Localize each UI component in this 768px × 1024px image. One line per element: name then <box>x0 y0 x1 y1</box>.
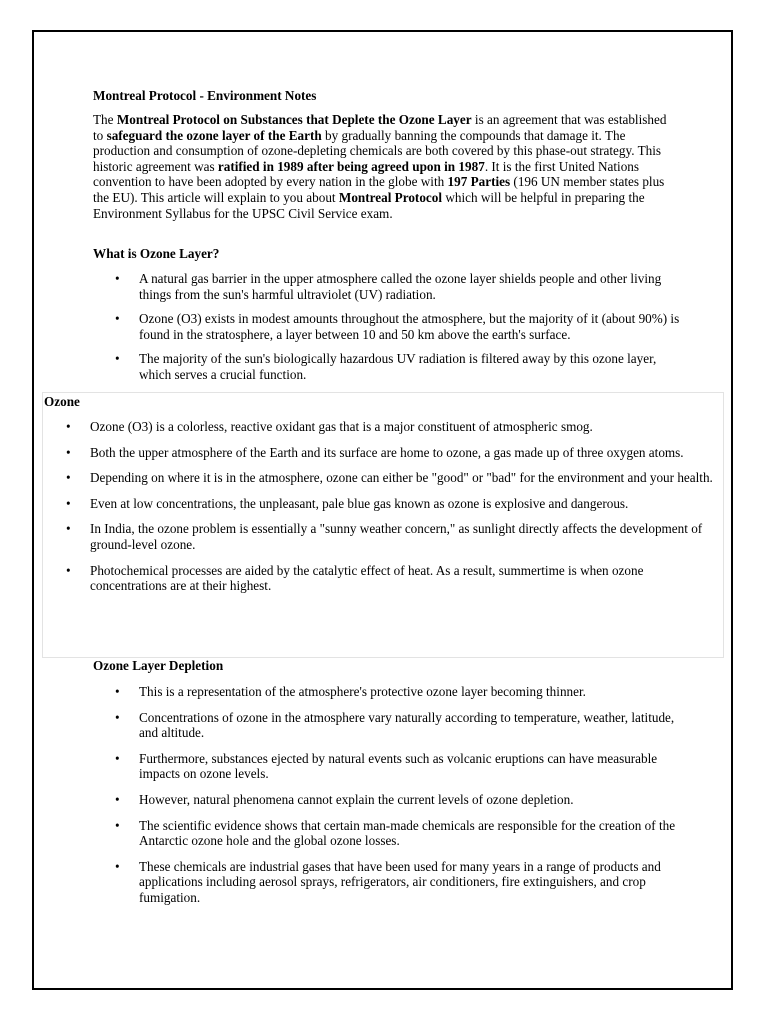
list-item: • Ozone (O3) exists in modest amounts throughout the atmosphere, but the majority of it (about 90%) is found in the stratosphere, a layer between 10 and 50 km above the earth's surface. <box>139 311 689 342</box>
intro-bold-1: Montreal Protocol on Substances that Deplete the Ozone Layer <box>116 112 472 127</box>
list-item: • These chemicals are industrial gases that have been used for many years in a range of products and applications including aerosol sprays, refrigerators, air conditioners, fire extinguishers, and crop fumigation. <box>139 859 679 906</box>
list-item: • Ozone (O3) is a colorless, reactive oxidant gas that is a major constituent of atmospheric smog. <box>90 419 722 435</box>
list-item: • Concentrations of ozone in the atmosphere vary naturally according to temperature, weather, latitude, and altitude. <box>139 710 679 741</box>
intro-text-4: . It is the first United Nations convention to have been adopted by every nation in the globe with <box>93 158 640 190</box>
intro-paragraph <box>93 112 678 221</box>
list-item: • In India, the ozone problem is essentially a "sunny weather concern," as sunlight directly affects the development of ground-level ozone. <box>90 521 722 552</box>
intro-text-5: (196 UN member states plus the EU). This article will explain to you about <box>93 174 665 205</box>
list-item: • This is a representation of the atmosphere's protective ozone layer becoming thinner. <box>139 684 679 700</box>
intro-bold-4: 197 Parties <box>447 174 511 190</box>
intro-bold-5: Montreal Protocol <box>338 189 443 205</box>
ozone-layer-list <box>139 271 689 383</box>
list-item: • The scientific evidence shows that certain man-made chemicals are responsible for the creation of the Antarctic ozone hole and the global ozone losses. <box>139 818 679 849</box>
intro-text-1: The <box>93 112 117 127</box>
list-item: • The majority of the sun's biologically hazardous UV radiation is filtered away by this ozone layer, which serves a crucial function. <box>139 351 689 382</box>
list-item: • Furthermore, substances ejected by natural events such as volcanic eruptions can have measurable impacts on ozone levels. <box>139 751 679 782</box>
list-item: • A natural gas barrier in the upper atmosphere called the ozone layer shields people and other living things from the sun's harmful ultraviolet (UV) radiation. <box>139 271 689 302</box>
list-item: • Both the upper atmosphere of the Earth and its surface are home to ozone, a gas made up of three oxygen atoms. <box>90 445 722 461</box>
list-item: • Even at low concentrations, the unpleasant, pale blue gas known as ozone is explosive and dangerous. <box>90 496 722 512</box>
list-item: • Depending on where it is in the atmosphere, ozone can either be "good" or "bad" for the environment and your health. <box>90 470 722 486</box>
intro-text-3: by gradually banning the compounds that damage it. The production and consumption of ozone-depleting chemicals are both covered by this phase-out strategy. This historic agreement was <box>93 127 662 174</box>
document-title: Montreal Protocol - Environment Notes <box>93 88 317 103</box>
intro-bold-3: ratified in 1989 after being agreed upon in 1987 <box>217 158 485 174</box>
list-item: • Photochemical processes are aided by the catalytic effect of heat. As a result, summertime is when ozone concentrations are at their highest. <box>90 563 722 594</box>
ozone-list <box>90 419 722 594</box>
ozone-heading: Ozone <box>44 394 80 409</box>
list-item: • However, natural phenomena cannot explain the current levels of ozone depletion. <box>139 792 679 808</box>
intro-text-2: is an agreement that was established to <box>93 112 667 143</box>
ozone-layer-heading: What is Ozone Layer? <box>93 246 220 261</box>
depletion-heading: Ozone Layer Depletion <box>93 658 224 673</box>
intro-bold-2: safeguard the ozone layer of the Earth <box>106 127 322 143</box>
depletion-list <box>139 684 679 906</box>
intro-text-6: which will be helpful in preparing the Environment Syllabus for the UPSC Civil Service exam. <box>93 189 645 221</box>
